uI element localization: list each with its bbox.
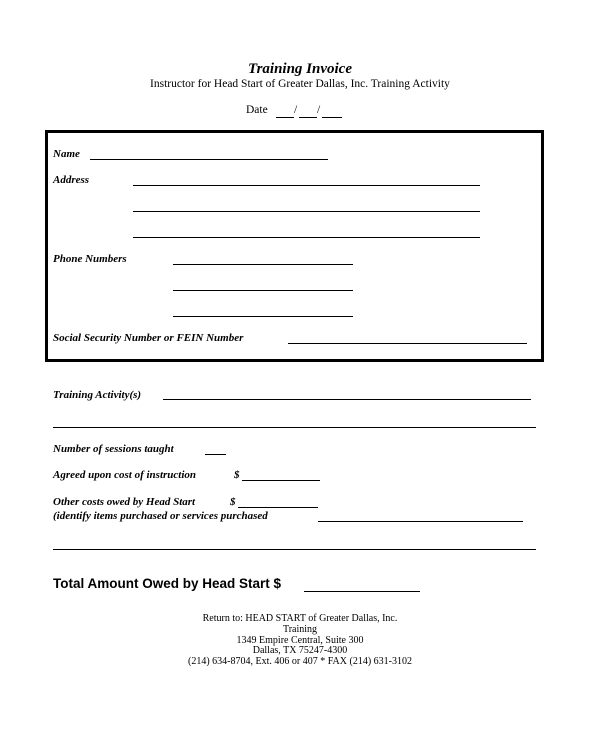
date-month-field[interactable]	[276, 117, 294, 118]
page-subtitle: Instructor for Head Start of Greater Dallas, Inc. Training Activity	[150, 78, 450, 90]
identify-field[interactable]	[318, 521, 523, 522]
other-costs-dollar-sign: $	[230, 496, 236, 508]
ssn-field[interactable]	[288, 343, 527, 344]
identify-label: (identify items purchased or services purchased	[53, 510, 268, 522]
address-label: Address	[53, 174, 90, 186]
training-activity-field[interactable]	[163, 399, 531, 400]
cost-label: Agreed upon cost of instruction	[53, 469, 197, 481]
date-year-field[interactable]	[322, 117, 342, 118]
date-day-field[interactable]	[299, 117, 317, 118]
identify-field-2[interactable]	[53, 549, 536, 550]
page-title: Training Invoice	[247, 61, 353, 77]
sessions-field[interactable]	[205, 454, 226, 455]
footer-line: 1349 Empire Central, Suite 300	[236, 634, 364, 646]
date-separator: /	[317, 104, 321, 116]
address-field-1[interactable]	[133, 185, 480, 186]
footer-line: Dallas, TX 75247-4300	[252, 645, 348, 657]
training-activity-field-2[interactable]	[53, 427, 536, 428]
name-label: Name	[53, 148, 80, 160]
phone-field-2[interactable]	[173, 290, 353, 291]
address-field-3[interactable]	[133, 237, 480, 238]
phone-field-1[interactable]	[173, 264, 353, 265]
ssn-label: Social Security Number or FEIN Number	[53, 332, 244, 344]
date-label: Date	[246, 104, 268, 116]
date-separator: /	[294, 104, 298, 116]
cost-field[interactable]	[242, 480, 320, 481]
other-costs-label: Other costs owed by Head Start	[53, 496, 196, 508]
phone-field-3[interactable]	[173, 316, 353, 317]
other-costs-field[interactable]	[238, 507, 318, 508]
address-field-2[interactable]	[133, 211, 480, 212]
total-field[interactable]	[304, 591, 420, 592]
footer-line: Training	[282, 623, 318, 635]
sessions-label: Number of sessions taught	[53, 443, 174, 455]
footer-line: Return to: HEAD START of Greater Dallas, Inc.	[202, 613, 398, 624]
contact-info-box	[45, 130, 544, 362]
training-activity-label: Training Activity(s)	[53, 389, 142, 401]
phone-label: Phone Numbers	[53, 253, 127, 265]
cost-dollar-sign: $	[234, 469, 240, 481]
footer-line: (214) 634-8704, Ext. 406 or 407 * FAX (214) 631-3102	[188, 656, 412, 668]
total-label: Total Amount Owed by Head Start $	[53, 576, 282, 591]
name-field[interactable]	[90, 159, 328, 160]
return-address	[0, 614, 600, 668]
